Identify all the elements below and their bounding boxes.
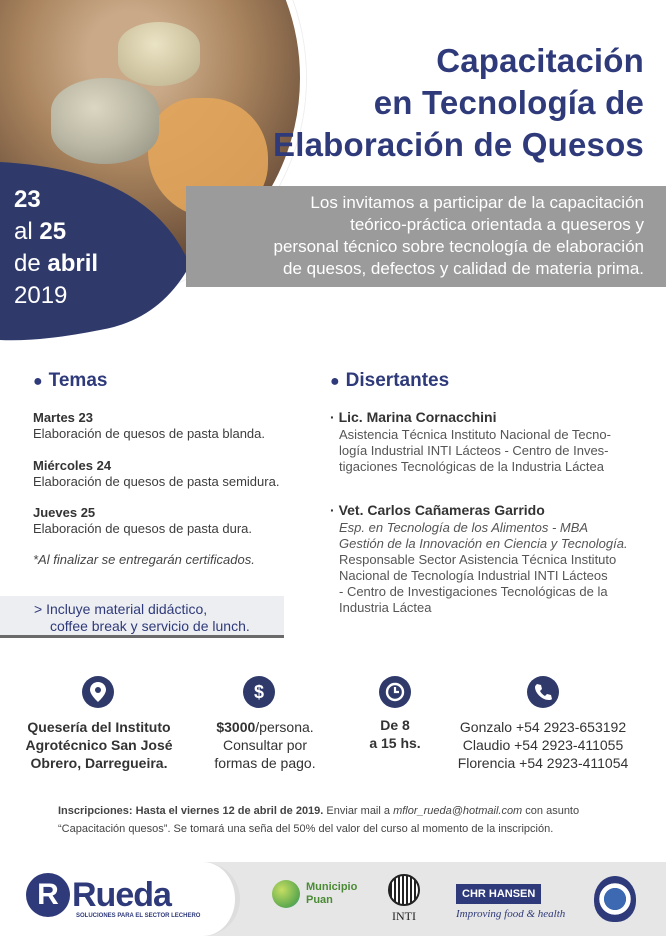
time-line: De 8	[380, 717, 410, 733]
end-day: 25	[39, 218, 67, 245]
speaker-name: · Lic. Marina Cornacchini	[330, 409, 497, 425]
includes-line: > Incluye material didáctico,	[34, 601, 208, 617]
intro-line: de quesos, defectos y calidad de materia prima.	[283, 259, 644, 278]
intro-text	[224, 192, 644, 280]
bio-line: Industria Láctea	[339, 600, 432, 615]
start-day: 23	[14, 186, 41, 213]
rueda-logo	[26, 873, 171, 917]
registration-info	[58, 802, 618, 838]
speaker-bio	[339, 520, 639, 616]
municipio-text	[306, 881, 357, 907]
inti-text: INTI	[392, 909, 416, 923]
temas-heading	[33, 370, 107, 392]
registration-text: “Capacitación quesos”. Se tomará una seña del 50% del valor del curso al momento de la inscripción.	[58, 823, 554, 835]
dollar-icon: $	[243, 676, 275, 708]
rueda-logo-mark: R	[26, 873, 70, 917]
speakers-heading-text: Disertantes	[345, 370, 450, 391]
rueda-logo-text: Rueda	[72, 875, 171, 914]
registration-email[interactable]: mflor_rueda@hotmail.com	[393, 805, 523, 817]
title-line: Capacitación	[436, 42, 644, 79]
school-shield-icon	[594, 876, 636, 922]
bio-line: Esp. en Tecnología de los Alimentos - MBA	[339, 520, 589, 535]
bio-line: Nacional de Tecnología Industrial INTI Lácteos	[339, 568, 608, 583]
price-unit: /persona.	[255, 719, 314, 735]
phone-row	[448, 718, 638, 736]
bio-line: logía Industrial INTI Lácteos - Centro de Inves-	[339, 443, 609, 458]
phone-number[interactable]: +54 2923-411054	[519, 755, 629, 771]
contact-name: Gonzalo	[459, 719, 513, 735]
page-title	[273, 40, 644, 166]
chr-hansen-logo	[456, 884, 565, 920]
temas-heading-text: Temas	[48, 370, 108, 391]
bio-line: - Centro de Investigaciones Tecnológicas de la	[339, 584, 608, 599]
municipio-line: Puan	[306, 894, 333, 906]
bio-line: Gestión de la Innovación en Ciencia y Tecnología.	[339, 536, 628, 551]
municipio-puan-logo	[272, 880, 357, 908]
speaker-bio	[339, 427, 639, 475]
time-line: a 15 hs.	[369, 735, 421, 751]
inti-icon	[388, 874, 420, 906]
phone-number[interactable]: +54 2923-411055	[514, 737, 624, 753]
schedule-day: Jueves 25	[33, 505, 96, 520]
rueda-tagline: SOLUCIONES PARA EL SECTOR LECHERO	[76, 913, 201, 919]
certificate-note: *Al finalizar se entregarán certificados.	[33, 552, 255, 567]
bullet-icon: ●	[33, 373, 43, 390]
bio-line: tigaciones Tecnológicas de la Industria Láctea	[339, 459, 604, 474]
schedule-desc: Elaboración de quesos de pasta semidura.	[33, 474, 280, 489]
date-al: al	[14, 218, 33, 245]
clock-icon	[379, 676, 411, 708]
contact-phones	[448, 718, 638, 772]
title-line: Elaboración de Quesos	[273, 126, 644, 163]
phone-number[interactable]: +54 2923-653192	[515, 719, 627, 735]
venue-line: Obrero, Darregueira.	[30, 755, 168, 771]
cheese-wheel	[118, 22, 200, 86]
event-dates	[14, 184, 98, 312]
registration-deadline: Inscripciones: Hasta el viernes 12 de abril de 2019.	[58, 805, 324, 817]
phone-icon	[527, 676, 559, 708]
title-line: en Tecnología de	[373, 84, 644, 121]
venue-line: Agrotécnico San José	[25, 737, 173, 753]
speaker-name-text: Lic. Marina Cornacchini	[338, 409, 497, 425]
includes-line: coffee break y servicio de lunch.	[50, 618, 250, 634]
contact-name: Florencia	[457, 755, 516, 771]
bio-line: Asistencia Técnica Instituto Nacional de Tecno-	[339, 427, 611, 442]
venue	[24, 718, 174, 772]
schedule-item	[33, 410, 265, 442]
schedule-desc: Elaboración de quesos de pasta blanda.	[33, 426, 266, 441]
schedule-day: Miércoles 24	[33, 458, 112, 473]
intro-line: personal técnico sobre tecnología de elaboración	[273, 237, 644, 256]
speaker-name-text: Vet. Carlos Cañameras Garrido	[338, 502, 545, 518]
speaker-name: · Vet. Carlos Cañameras Garrido	[330, 502, 545, 518]
contact-name: Claudio	[462, 737, 511, 753]
price-amount: $3000	[216, 719, 256, 735]
schedule-item	[33, 458, 279, 490]
price-line: formas de pago.	[214, 755, 316, 771]
inti-logo	[388, 874, 420, 924]
schedule-item	[33, 505, 252, 537]
phone-row	[448, 754, 638, 772]
registration-text: Enviar mail a	[323, 805, 394, 817]
bio-line: Responsable Sector Asistencia Técnica Instituto	[339, 552, 617, 567]
venue-line: Quesería del Instituto	[27, 719, 171, 735]
price-line: Consultar por	[222, 737, 308, 753]
intro-line: Los invitamos a participar de la capacitación	[310, 193, 644, 212]
phone-row	[448, 736, 638, 754]
bullet-icon: ●	[330, 373, 340, 390]
speakers-heading	[330, 370, 449, 392]
municipio-line: Municipio	[306, 881, 358, 893]
month: abril	[47, 250, 99, 277]
map-pin-icon	[82, 676, 114, 708]
chr-hansen-wordmark: CHR HANSEN	[456, 884, 541, 904]
intro-line: teórico-práctica orientada a queseros y	[350, 215, 644, 234]
schedule-time	[350, 716, 440, 752]
registration-text: con asunto	[522, 805, 580, 817]
schedule-day: Martes 23	[33, 410, 93, 425]
municipio-icon	[272, 880, 300, 908]
schedule-desc: Elaboración de quesos de pasta dura.	[33, 521, 252, 536]
includes-text	[34, 601, 250, 635]
price	[192, 718, 338, 772]
chr-hansen-tagline: Improving food & health	[456, 908, 566, 920]
year: 2019	[14, 282, 68, 309]
date-de: de	[14, 250, 41, 277]
